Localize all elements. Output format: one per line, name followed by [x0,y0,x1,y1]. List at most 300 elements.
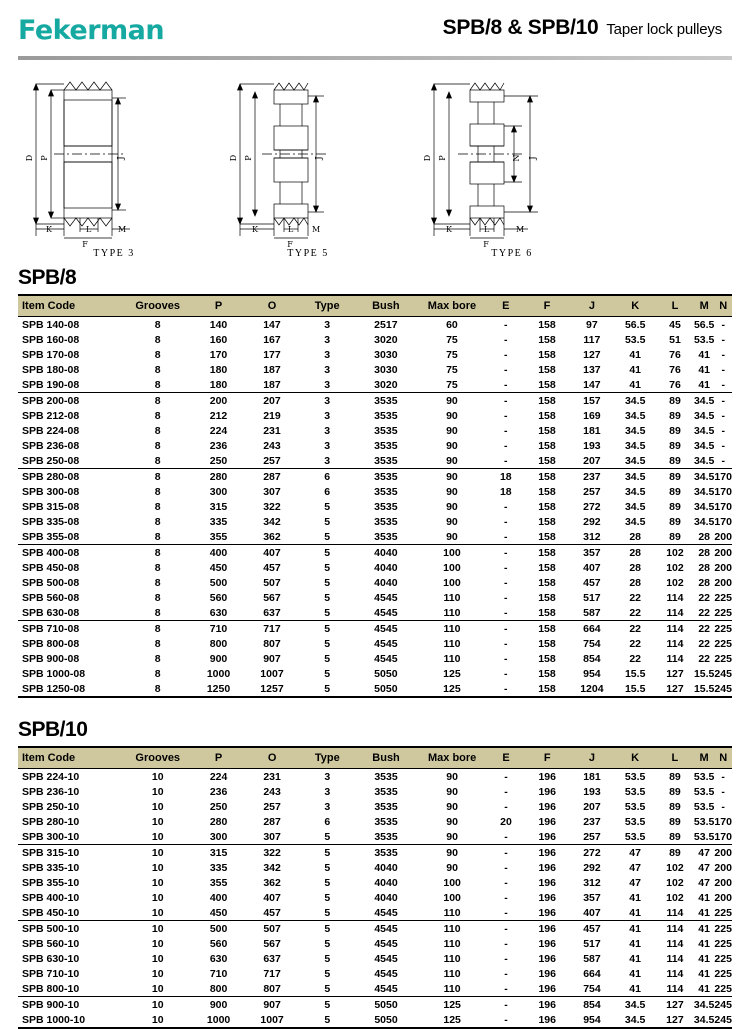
table-row[interactable] [18,936,732,951]
cell-k: 41 [629,891,641,904]
cell-type: 5 [324,922,331,935]
cell-grooves: 8 [154,439,161,452]
cell-n: 245 [714,1012,732,1028]
col-header-o: O [244,295,299,317]
cell-type: 5 [324,652,331,665]
svg-text:F: F [82,240,88,249]
table-row[interactable] [18,921,732,937]
cell-item: SPB 1250-08 [18,681,123,697]
cell-p: 800 [193,981,245,997]
cell-j: 312 [569,529,614,545]
cell-p: 1250 [193,681,245,697]
table-row[interactable] [18,317,732,333]
cell-n: 200 [714,561,732,574]
cell-grooves: 10 [123,905,193,921]
cell-j: 1204 [569,681,614,697]
cell-p: 335 [209,515,228,528]
cell-p: 200 [209,394,228,407]
cell-l: 89 [669,470,681,483]
svg-text:N: N [512,154,521,162]
cell-item: SPB 355-08 [18,529,123,545]
cell-grooves: 8 [154,409,161,422]
svg-text:K: K [252,225,258,234]
cell-type: 5 [300,981,355,997]
cell-bush: 3535 [374,439,398,452]
cell-n: 225 [714,591,732,604]
cell-e: - [504,998,508,1011]
table-body-spb8 [18,317,732,698]
table-row[interactable] [18,529,732,545]
cell-n: 170 [714,830,732,843]
cell-item: SPB 236-10 [22,785,80,798]
cell-type: 3 [324,394,331,407]
cell-o: 257 [244,453,299,469]
cell-item: SPB 315-10 [22,846,80,859]
cell-type: 5 [324,998,331,1011]
table-row[interactable] [18,681,732,697]
cell-grooves: 10 [151,922,164,935]
cell-o: 231 [263,770,281,783]
cell-f: 158 [538,561,556,574]
table-row[interactable] [18,590,732,605]
cell-o: 907 [263,998,281,1011]
cell-k: 34.5 [624,424,646,437]
cell-o: 342 [263,861,281,874]
cell-l: 102 [666,891,684,904]
cell-f: 158 [538,667,556,680]
cell-o: 717 [263,622,281,635]
table-row[interactable] [18,499,732,514]
cell-item: SPB 400-08 [22,546,80,559]
cell-n: 225 [714,606,732,619]
cell-o: 717 [263,967,281,980]
cell-maxbore: 90 [446,485,458,498]
cell-bush: 3535 [355,529,417,545]
cell-j: 407 [583,561,601,574]
cell-p: 400 [209,546,228,559]
cell-n: 225 [714,637,732,650]
cell-type: 5 [324,861,331,874]
cell-j: 257 [583,485,601,498]
table-wrap-spb8 [0,294,750,698]
cell-n: 170 [714,485,732,498]
cell-f: 196 [538,785,556,798]
cell-bush: 3535 [374,470,398,483]
cell-k: 34.5 [614,453,656,469]
cell-k: 15.5 [614,681,656,697]
table-row[interactable] [18,575,732,590]
cell-j: 169 [583,409,601,422]
cell-f: 158 [538,439,556,452]
table-row[interactable] [18,666,732,681]
cell-e: 18 [499,470,512,483]
table-row[interactable] [18,951,732,966]
cell-o: 243 [263,439,281,452]
table-row[interactable] [18,469,732,485]
cell-l: 45 [669,318,681,331]
svg-text:F: F [483,240,489,249]
cell-item: SPB 315-08 [22,500,80,513]
cell-o: 507 [263,922,281,935]
cell-k: 34.5 [624,998,646,1011]
table-row[interactable] [18,453,732,469]
cell-p: 236 [209,785,228,798]
cell-f: 196 [538,861,556,874]
cell-bush: 4040 [374,861,398,874]
cell-f: 196 [538,952,556,965]
cell-maxbore: 90 [446,394,458,407]
cell-e: - [504,667,508,680]
cell-k: 34.5 [624,485,646,498]
cell-m: 41 [694,905,714,921]
col-header-type: Type [300,295,355,317]
col-header-m: M [694,747,714,769]
table-header-spb10 [18,747,732,769]
cell-bush: 3020 [374,333,398,346]
cell-maxbore: 90 [446,424,458,437]
cell-p: 250 [193,453,245,469]
cell-k: 41 [629,363,642,376]
table-row[interactable] [18,377,732,393]
cell-bush: 5050 [355,1012,417,1028]
cell-m: 47 [698,846,710,859]
type-3-drawing [14,66,214,249]
table-row[interactable] [18,997,732,1013]
table-row[interactable] [18,814,732,829]
table-row[interactable] [18,784,732,799]
table-row[interactable] [18,393,732,409]
cell-e: - [487,681,525,697]
cell-m: 53.5 [693,770,715,783]
cell-o: 207 [263,394,281,407]
cell-f: 158 [525,377,570,393]
table-row[interactable] [18,905,732,921]
table-row[interactable] [18,636,732,651]
cell-bush: 4040 [374,561,398,574]
cell-o: 807 [245,981,300,997]
cell-l: 89 [656,529,694,545]
cell-e: - [504,846,508,859]
cell-f: 158 [538,485,556,498]
cell-m: 34.5 [693,439,715,452]
svg-text:L: L [288,225,294,234]
table-row[interactable] [18,769,732,785]
table-row[interactable] [18,484,732,499]
diagram-row [0,60,750,260]
table-row[interactable] [18,845,732,861]
table-row[interactable] [18,362,732,377]
cell-e: - [504,348,508,361]
table-row[interactable] [18,423,732,438]
cell-m: 34.5 [693,454,715,467]
cell-maxbore: 100 [443,546,461,559]
cell-f: 158 [538,500,556,513]
cell-f: 158 [525,453,570,469]
cell-maxbore: 75 [446,348,458,361]
cell-e: - [487,1012,525,1028]
cell-maxbore: 90 [446,785,458,798]
col-header-bush: Bush [355,747,417,769]
cell-item: SPB 300-08 [22,485,80,498]
cell-grooves: 10 [151,785,164,798]
cell-o: 567 [263,937,281,950]
cell-n: 245 [714,681,732,697]
cell-m: 34.5 [693,515,715,528]
cell-maxbore: 110 [443,622,461,635]
table-row[interactable] [18,651,732,666]
table-row[interactable] [18,890,732,905]
cell-grooves: 10 [151,800,164,813]
cell-m: 15.5 [694,681,714,697]
cell-k: 53.5 [624,785,646,798]
cell-l: 114 [666,637,684,650]
table-row[interactable] [18,1012,732,1028]
cell-n: 225 [714,922,732,935]
cell-j: 587 [583,952,601,965]
cell-f: 158 [525,529,570,545]
cell-l: 114 [666,937,684,950]
cell-o: 167 [263,333,281,346]
cell-maxbore: 110 [443,652,461,665]
cell-m: 41 [698,363,711,376]
cell-bush: 3535 [355,829,417,845]
cell-k: 41 [629,348,642,361]
cell-k: 22 [629,622,642,635]
cell-m: 41 [698,967,710,980]
table-row[interactable] [18,875,732,890]
brand-logo: Fekerman [18,14,165,46]
cell-n: 245 [714,998,732,1011]
table-row[interactable] [18,545,732,561]
diagram-type-5 [218,66,398,259]
svg-text:P: P [244,155,253,161]
cell-n: - [721,318,725,331]
cell-grooves: 10 [151,891,164,904]
cell-p: 212 [209,409,228,422]
cell-grooves: 8 [154,318,161,331]
cell-k: 53.5 [614,829,656,845]
cell-j: 664 [583,967,601,980]
table-row[interactable] [18,605,732,621]
cell-item: SPB 710-08 [22,622,80,635]
col-header-e: E [487,295,525,317]
cell-n: 225 [714,982,732,995]
cell-o: 407 [263,546,281,559]
cell-e: - [504,861,508,874]
cell-k: 22 [629,591,642,604]
cell-l: 102 [666,546,684,559]
cell-item: SPB 212-08 [22,409,80,422]
cell-f: 196 [538,937,556,950]
cell-type: 5 [324,952,331,965]
cell-k: 53.5 [624,333,646,346]
cell-item: SPB 710-10 [22,967,80,980]
cell-grooves: 8 [154,470,161,483]
cell-j: 312 [583,876,601,889]
cell-m: 28 [698,561,711,574]
cell-p: 355 [209,876,228,889]
cell-n: 170 [714,815,732,828]
cell-bush: 4545 [374,952,398,965]
table-row[interactable] [18,332,732,347]
cell-k: 28 [629,546,642,559]
col-header-f: F [525,295,570,317]
cell-f: 196 [525,829,570,845]
table-row[interactable] [18,621,732,637]
table-row[interactable] [18,408,732,423]
cell-e: - [487,453,525,469]
cell-e: 20 [500,815,512,828]
cell-maxbore: 90 [446,515,458,528]
cell-f: 196 [538,846,556,859]
cell-grooves: 10 [151,876,164,889]
cell-e: - [487,829,525,845]
cell-f: 196 [538,967,556,980]
cell-p: 630 [209,952,228,965]
cell-k: 41 [629,967,641,980]
svg-text:M: M [118,225,127,234]
cell-bush: 4545 [374,937,398,950]
table-row[interactable] [18,981,732,997]
cell-m: 41 [698,937,710,950]
cell-bush: 4545 [355,905,417,921]
cell-f: 158 [538,591,556,604]
cell-j: 854 [583,998,601,1011]
cell-p: 900 [209,652,228,665]
cell-p: 1000 [206,667,231,680]
cell-item: SPB 180-08 [22,363,80,376]
table-row[interactable] [18,438,732,453]
cell-maxbore: 110 [417,905,487,921]
cell-item: SPB 500-08 [22,576,80,589]
cell-j: 237 [583,470,601,483]
cell-e: - [487,529,525,545]
cell-m: 53.5 [693,800,715,813]
cell-j: 754 [570,981,615,997]
table-row[interactable] [18,799,732,814]
cell-j: 137 [583,363,601,376]
svg-text:K: K [446,225,452,234]
cell-f: 158 [538,470,556,483]
table-row[interactable] [18,514,732,529]
cell-e: - [504,876,508,889]
cell-maxbore: 90 [417,453,487,469]
cell-j: 272 [583,500,601,513]
cell-grooves: 8 [123,529,193,545]
cell-maxbore: 110 [443,591,461,604]
cell-p: 300 [209,485,228,498]
cell-grooves: 8 [154,394,161,407]
cell-f: 196 [538,815,556,828]
cell-e: - [504,576,508,589]
cell-maxbore: 90 [446,861,458,874]
cell-item: SPB 300-10 [18,829,123,845]
cell-k: 34.5 [624,500,646,513]
table-row[interactable] [18,347,732,362]
cell-n: - [721,800,725,813]
cell-j: 272 [583,846,601,859]
cell-k: 41 [614,377,656,393]
cell-j: 587 [569,605,614,621]
cell-type: 5 [300,681,355,697]
section-title-spb8: SPB/8 [18,266,77,289]
cell-m: 41 [694,981,714,997]
cell-n: - [721,409,725,422]
cell-p: 280 [209,470,228,483]
cell-item: SPB 190-08 [18,377,123,393]
cell-o: 177 [263,348,281,361]
cell-o: 362 [244,529,299,545]
table-row[interactable] [18,860,732,875]
cell-p: 450 [209,561,228,574]
cell-n: 225 [714,967,732,980]
cell-p: 450 [193,905,245,921]
table-header-row [18,295,732,317]
cell-j: 181 [583,770,601,783]
cell-p: 140 [209,318,228,331]
cell-grooves: 10 [151,998,164,1011]
col-header-m: M [694,295,714,317]
cell-e: - [504,622,508,635]
cell-n: 170 [714,500,732,513]
cell-e: - [504,409,508,422]
cell-p: 630 [193,605,245,621]
cell-e: - [504,637,508,650]
cell-f: 158 [538,546,556,559]
cell-maxbore: 100 [443,876,461,889]
cell-m: 34.5 [693,394,715,407]
cell-grooves: 8 [154,667,161,680]
table-header-spb8 [18,295,732,317]
cell-item: SPB 250-10 [22,800,80,813]
cell-p: 315 [209,846,228,859]
cell-grooves: 10 [151,952,164,965]
table-body-spb10 [18,769,732,1029]
cell-type: 5 [300,1012,355,1028]
cell-maxbore: 75 [446,333,458,346]
cell-f: 158 [538,622,556,635]
table-row[interactable] [18,829,732,845]
cell-l: 127 [656,1012,694,1028]
cell-k: 28 [614,529,656,545]
cell-maxbore: 75 [446,363,458,376]
table-row[interactable] [18,560,732,575]
cell-item: SPB 1000-10 [18,1012,123,1028]
cell-m: 53.5 [693,333,715,346]
svg-text:J: J [528,156,537,160]
cell-bush: 5050 [374,998,398,1011]
col-header-grooves: Grooves [123,295,193,317]
cell-maxbore: 110 [417,605,487,621]
cell-e: - [504,333,508,346]
cell-m: 34.5 [694,1012,714,1028]
cell-l: 89 [656,453,694,469]
cell-type: 5 [324,846,331,859]
table-row[interactable] [18,966,732,981]
cell-item: SPB 800-10 [18,981,123,997]
cell-m: 22 [698,637,711,650]
cell-j: 664 [583,622,601,635]
cell-e: - [504,363,508,376]
cell-p: 560 [209,591,228,604]
cell-m: 41 [698,891,710,904]
cell-grooves: 8 [154,500,161,513]
cell-bush: 3535 [374,785,398,798]
cell-n: 225 [714,952,732,965]
cell-l: 114 [666,967,684,980]
cell-j: 457 [583,576,601,589]
cell-f: 196 [538,800,556,813]
